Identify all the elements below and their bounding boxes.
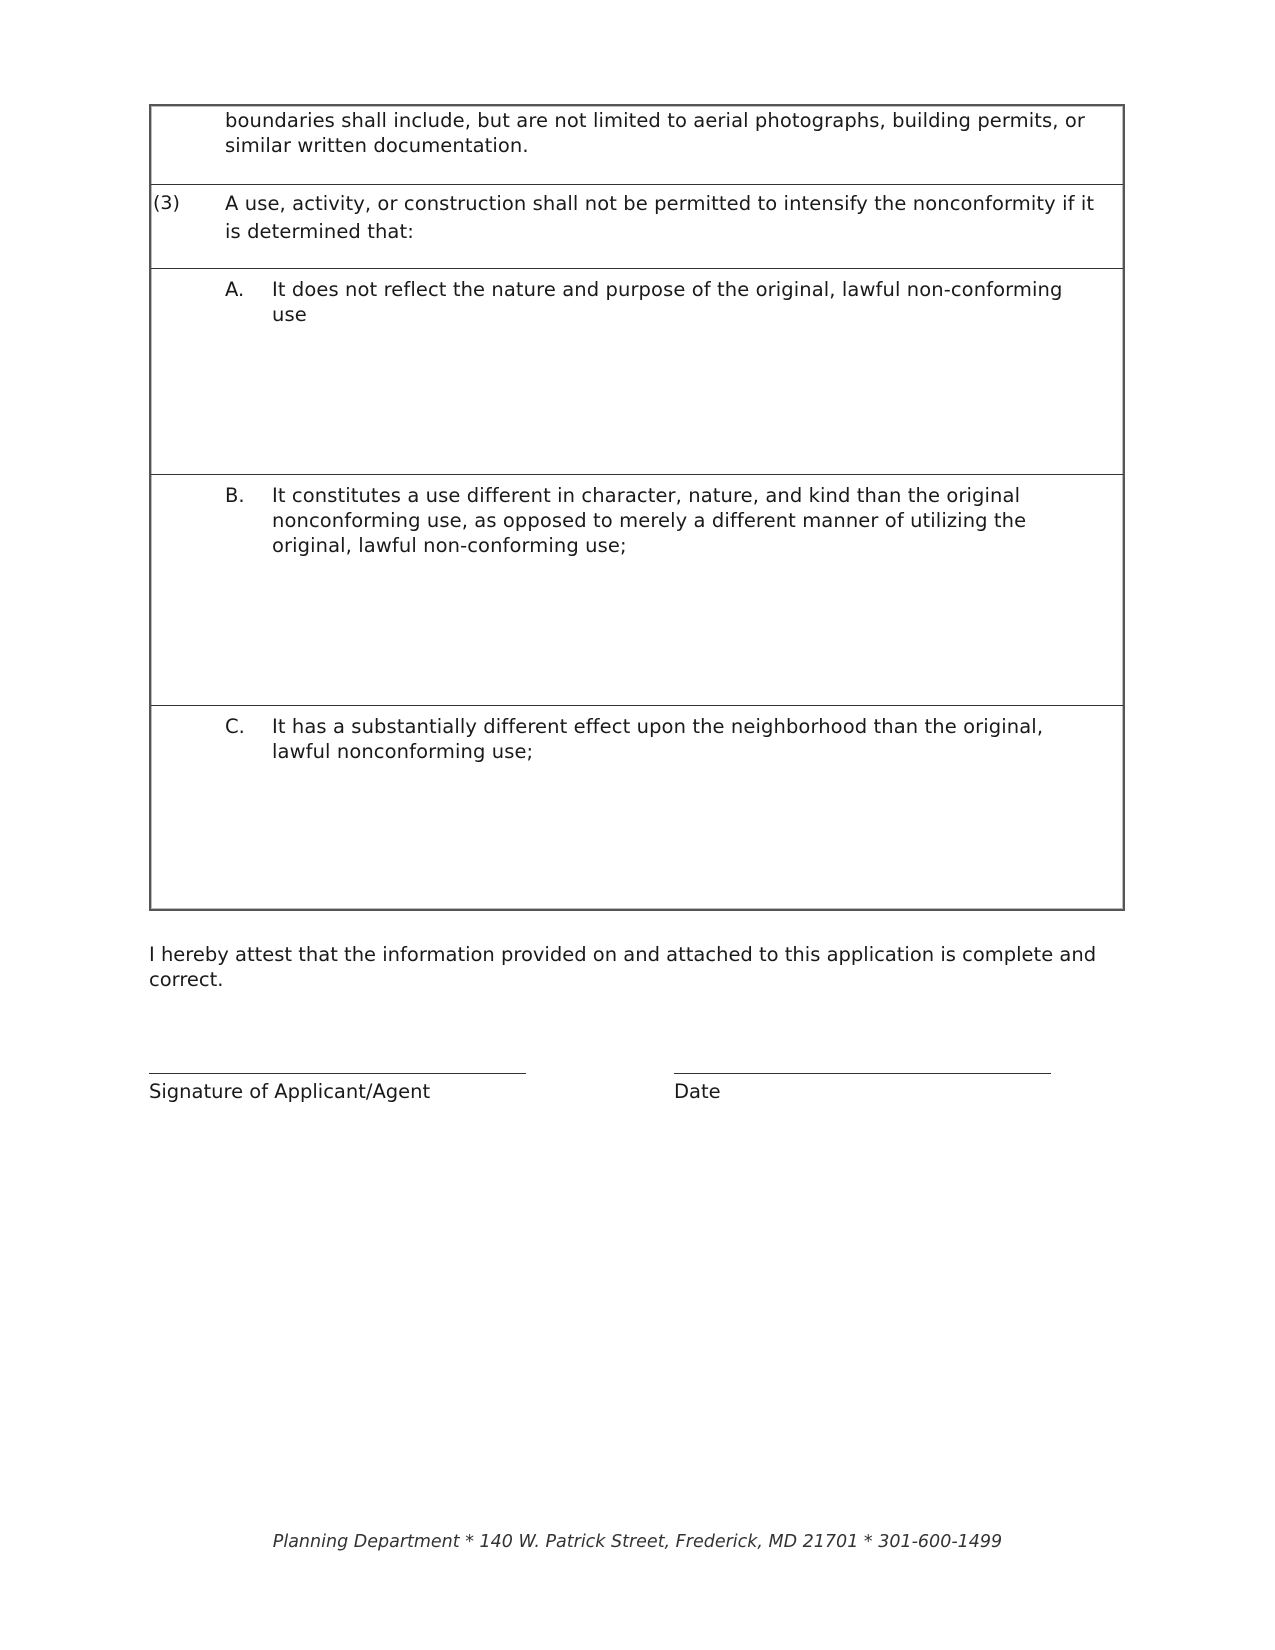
table-row[interactable] [151, 475, 1123, 706]
table-row [151, 106, 1123, 185]
attestation-statement: I hereby attest that the information provided on and attached to this application is complete and correct. [149, 943, 1097, 991]
row-letter: B. [225, 484, 245, 507]
row-text: It has a substantially different effect upon the neighborhood than the original, lawful nonconforming use; [272, 715, 1044, 763]
table-row [151, 185, 1123, 269]
row-text: It constitutes a use different in character, nature, and kind than the original nonconforming use, as opposed to merely a different manner of utilizing the original, lawful non-conforming use; [272, 484, 1027, 557]
row-letter: C. [225, 715, 245, 738]
page-footer: Planning Department * 140 W. Patrick Street, Frederick, MD 21701 * 301-600-1499 [272, 1532, 1003, 1552]
table-row[interactable] [151, 269, 1123, 475]
row-number: (3) [153, 192, 180, 214]
signature-label: Signature of Applicant/Agent [149, 1080, 431, 1103]
row-letter: A. [225, 278, 245, 301]
signature-line[interactable] [149, 1073, 526, 1074]
table-row[interactable] [151, 706, 1123, 911]
criteria-table [149, 104, 1125, 911]
date-label: Date [674, 1080, 721, 1103]
row-text: boundaries shall include, but are not limited to aerial photographs, building permits, or similar written documentation. [225, 109, 1086, 157]
date-line[interactable] [674, 1073, 1051, 1074]
row-text: A use, activity, or construction shall not be permitted to intensify the nonconformity if it is determined that: [225, 192, 1095, 243]
row-text: It does not reflect the nature and purpose of the original, lawful non-conforming use [272, 278, 1063, 326]
